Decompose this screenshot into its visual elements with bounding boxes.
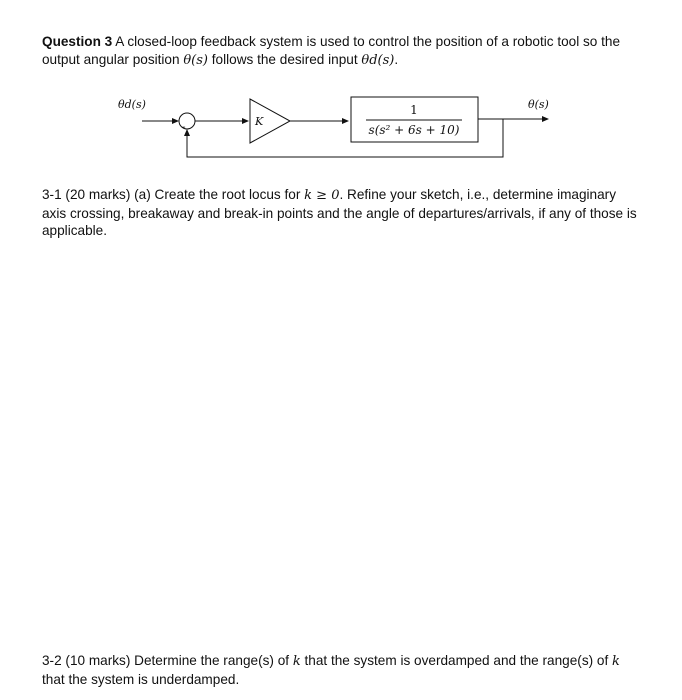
part-3-2-text — [42, 652, 642, 688]
intro-text-3: . — [394, 51, 399, 67]
part-3-1-text — [42, 186, 642, 240]
minus-sign: - — [182, 122, 186, 133]
tf-denominator: s(s² + 6s + 10) — [368, 123, 460, 137]
question-label: Question 3 — [42, 34, 113, 49]
tf-numerator: 1 — [410, 103, 418, 117]
input-label: θd(s) — [118, 98, 146, 111]
output-label: θ(s) — [528, 98, 549, 111]
part2-text-2: that the system is overdamped and the range(s) of — [300, 653, 613, 668]
k-symbol-1: k — [292, 654, 301, 669]
theta-desired-symbol: θd(s) — [361, 52, 395, 68]
gain-label: K — [255, 115, 264, 128]
intro-text-2: follows the desired input — [207, 51, 362, 67]
k-symbol-2: k — [612, 654, 620, 669]
part2-text-1: 3-2 (10 marks) Determine the range(s) of — [42, 653, 293, 668]
theta-output-symbol: θ(s) — [183, 52, 208, 68]
k-condition: k ≥ 0 — [304, 188, 340, 203]
part1-text-2: . Refine your sketch, i.e., determine imaginary axis crossing, breakaway and break-in points and the angle of departures/arrivals, if any of those is applicable. — [42, 187, 637, 238]
part1-text-1: 3-1 (20 marks) (a) Create the root locus for — [42, 187, 305, 202]
intro-text-1: A closed-loop feedback system is used to control the position of a robotic tool so the output angular position — [42, 34, 621, 67]
part2-text-3: that the system is underdamped. — [42, 671, 240, 687]
